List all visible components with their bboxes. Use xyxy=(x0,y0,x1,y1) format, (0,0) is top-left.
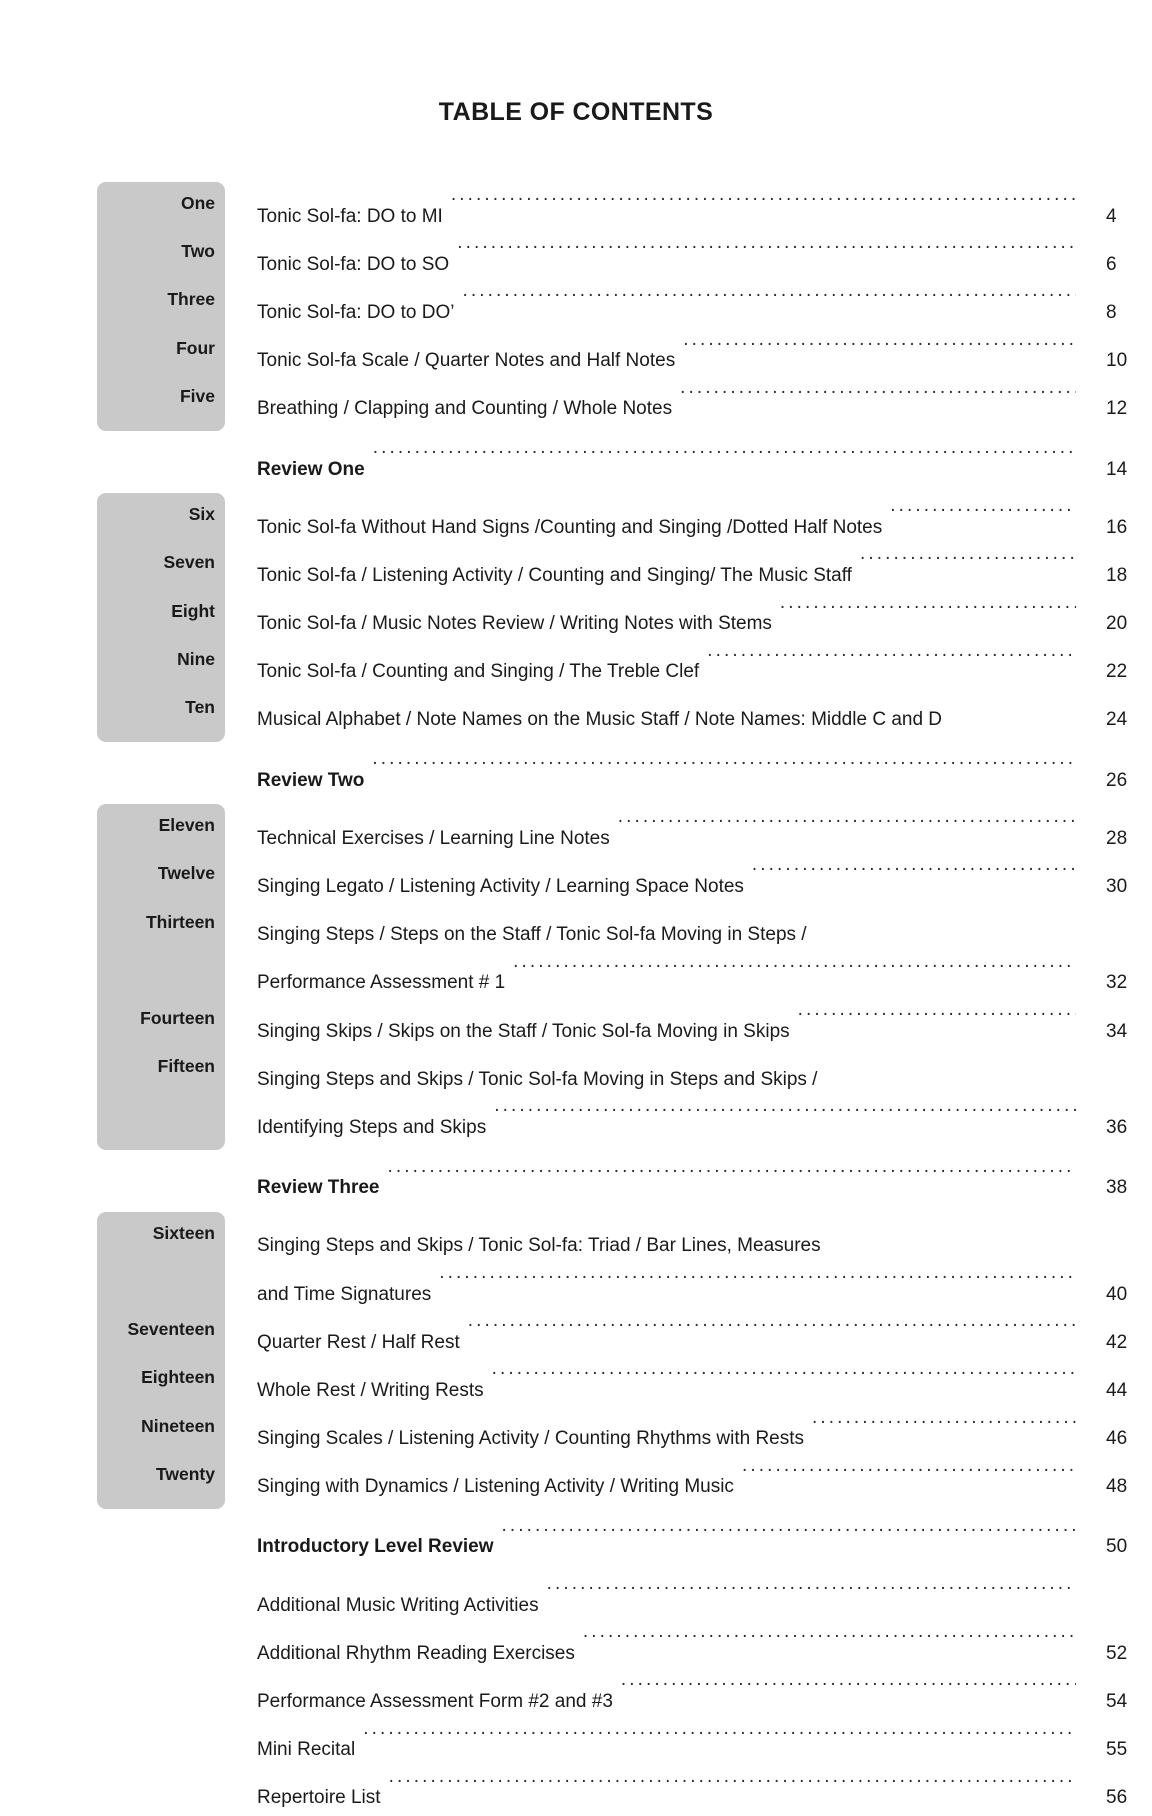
entry-title: Singing Steps and Skips / Tonic Sol-fa Moving in Steps and Skips / xyxy=(257,1068,818,1090)
page-number: 20 xyxy=(1106,613,1128,635)
leader-dots xyxy=(457,234,1076,270)
entry-title: Tonic Sol-fa: DO to SO xyxy=(257,253,450,275)
entry-title: Performance Assessment Form #2 and #3 xyxy=(257,1691,613,1713)
leader-dots xyxy=(798,1001,1076,1037)
toc-section-section-four xyxy=(0,1216,1152,1505)
toc-row[interactable] xyxy=(0,856,1152,904)
page-number: 26 xyxy=(1106,769,1128,791)
entry-title: Introductory Level Review xyxy=(257,1536,494,1558)
leader-dots xyxy=(468,1312,1076,1348)
entry-title: Singing Steps / Steps on the Staff / Tonic Sol-fa Moving in Steps / xyxy=(257,924,807,946)
section-spacer xyxy=(0,427,1152,439)
entry-line xyxy=(257,1517,1152,1565)
page-number: 30 xyxy=(1106,876,1128,898)
entry-title: Tonic Sol-fa Scale / Quarter Notes and Half Notes xyxy=(257,350,676,372)
entry-line xyxy=(257,1264,1152,1312)
entry-cell xyxy=(225,1049,1152,1145)
leader-dots xyxy=(780,594,1076,630)
leader-dots xyxy=(825,1049,1076,1085)
leader-dots xyxy=(494,1097,1076,1133)
entry-cell xyxy=(225,1001,1152,1049)
entry-title: Review Three xyxy=(257,1177,380,1199)
leader-dots xyxy=(451,186,1076,222)
toc-row[interactable] xyxy=(0,439,1152,487)
unit-label: Twelve xyxy=(157,863,215,884)
toc-row[interactable] xyxy=(0,497,1152,545)
entry-line xyxy=(257,750,1152,798)
leader-dots xyxy=(618,808,1076,844)
entry-title: Performance Assessment # 1 xyxy=(257,972,506,994)
entry-title: Whole Rest / Writing Rests xyxy=(257,1379,484,1401)
entry-line xyxy=(257,439,1152,487)
unit-label: Fourteen xyxy=(140,1008,215,1028)
leader-dots xyxy=(439,1264,1076,1300)
toc-row[interactable] xyxy=(0,594,1152,642)
toc-section-section-two xyxy=(0,497,1152,738)
entry-cell xyxy=(225,1768,1152,1816)
unit-label: Seven xyxy=(163,552,215,573)
section-spacer xyxy=(0,1146,1152,1158)
entry-cell xyxy=(225,690,1152,738)
entry-cell xyxy=(225,1158,1152,1206)
page-number: 54 xyxy=(1106,1691,1128,1713)
entry-title: Repertoire List xyxy=(257,1787,381,1809)
leader-dots xyxy=(680,379,1076,415)
entry-line xyxy=(257,642,1152,690)
leader-dots xyxy=(683,331,1076,367)
toc-row[interactable] xyxy=(0,331,1152,379)
toc-row[interactable] xyxy=(0,1768,1152,1816)
unit-label: Eight xyxy=(171,600,215,621)
toc-row[interactable] xyxy=(0,808,1152,856)
unit-label: Five xyxy=(179,385,215,406)
leader-dots xyxy=(513,953,1076,989)
toc-row[interactable] xyxy=(0,1001,1152,1049)
page-number: 36 xyxy=(1106,1116,1128,1138)
leader-dots xyxy=(890,497,1076,533)
entry-title: Tonic Sol-fa / Listening Activity / Counting and Singing/ The Music Staff xyxy=(257,564,852,586)
leader-dots xyxy=(707,642,1076,678)
leader-dots xyxy=(860,545,1076,581)
toc-row[interactable] xyxy=(0,186,1152,234)
toc-row[interactable] xyxy=(0,1517,1152,1565)
toc-row[interactable] xyxy=(0,1720,1152,1768)
unit-label: Nineteen xyxy=(141,1415,215,1436)
entry-cell xyxy=(225,1360,1152,1408)
toc-row[interactable] xyxy=(0,690,1152,738)
leader-dots xyxy=(752,856,1076,892)
entry-cell xyxy=(225,856,1152,904)
entry-line xyxy=(257,1457,1152,1505)
page-number: 50 xyxy=(1106,1536,1128,1558)
entry-cell xyxy=(225,1671,1152,1719)
entry-cell xyxy=(225,1409,1152,1457)
entry-title: Tonic Sol-fa / Counting and Singing / The Treble Clef xyxy=(257,661,700,683)
entry-title: Musical Alphabet / Note Names on the Music Staff / Note Names: Middle C and D xyxy=(257,709,943,731)
page-number: 8 xyxy=(1106,301,1117,323)
leader-dots xyxy=(492,1360,1076,1396)
entry-title: Tonic Sol-fa / Music Notes Review / Writing Notes with Stems xyxy=(257,613,772,635)
page-number: 34 xyxy=(1106,1020,1128,1042)
unit-label: Nine xyxy=(177,648,215,669)
toc-row[interactable] xyxy=(0,642,1152,690)
unit-label: Three xyxy=(167,289,215,310)
leader-dots xyxy=(815,905,1076,941)
leader-dots xyxy=(742,1457,1076,1493)
entry-line xyxy=(257,1671,1152,1719)
unit-label: Fifteen xyxy=(157,1056,215,1077)
page-number: 40 xyxy=(1106,1283,1128,1305)
entry-title: Tonic Sol-fa: DO to MI xyxy=(257,205,443,227)
entry-cell xyxy=(225,1312,1152,1360)
entry-line xyxy=(257,808,1152,856)
entry-line xyxy=(257,1623,1152,1671)
page-number: 28 xyxy=(1106,827,1128,849)
entry-line xyxy=(257,1720,1152,1768)
entry-line xyxy=(257,1216,1152,1264)
section-spacer xyxy=(0,1505,1152,1517)
unit-label: Thirteen xyxy=(145,911,215,932)
entry-title: Singing Steps and Skips / Tonic Sol-fa: Triad / Bar Lines, Measures xyxy=(257,1235,821,1257)
section-spacer xyxy=(0,487,1152,497)
toc-section-section-one xyxy=(0,186,1152,427)
toc-row[interactable] xyxy=(0,282,1152,330)
entry-title: Technical Exercises / Learning Line Notes xyxy=(257,827,610,849)
entry-cell xyxy=(225,379,1152,427)
leader-dots xyxy=(583,1623,1076,1659)
page-number: 24 xyxy=(1106,709,1128,731)
entry-cell xyxy=(225,642,1152,690)
entry-title: Singing Scales / Listening Activity / Counting Rhythms with Rests xyxy=(257,1428,805,1450)
entry-cell xyxy=(225,594,1152,642)
leader-dots xyxy=(502,1517,1076,1553)
page-number: 48 xyxy=(1106,1476,1128,1498)
entry-title: Review One xyxy=(257,458,365,480)
entry-line xyxy=(257,1097,1152,1145)
entry-cell xyxy=(225,545,1152,593)
entry-cell xyxy=(225,1216,1152,1312)
unit-label: Eighteen xyxy=(141,1367,215,1388)
entry-line xyxy=(257,379,1152,427)
page-number: 16 xyxy=(1106,516,1128,538)
toc-section-review-two xyxy=(0,750,1152,798)
entry-line xyxy=(257,1312,1152,1360)
entry-title: Tonic Sol-fa Without Hand Signs /Counting and Singing /Dotted Half Notes xyxy=(257,516,883,538)
entry-line xyxy=(257,1575,1152,1623)
entry-cell xyxy=(225,905,1152,1001)
page-number: 52 xyxy=(1106,1642,1128,1664)
entry-line xyxy=(257,1001,1152,1049)
entry-line xyxy=(257,1158,1152,1206)
toc-row[interactable] xyxy=(0,1623,1152,1671)
entry-line xyxy=(257,497,1152,545)
entry-title: Tonic Sol-fa: DO to DO’ xyxy=(257,301,455,323)
entry-title: Identifying Steps and Skips xyxy=(257,1116,487,1138)
toc-row[interactable] xyxy=(0,234,1152,282)
entry-title: Singing Legato / Listening Activity / Learning Space Notes xyxy=(257,876,744,898)
entry-cell xyxy=(225,1720,1152,1768)
entry-line xyxy=(257,1768,1152,1816)
page-number: 55 xyxy=(1106,1739,1128,1761)
entry-line xyxy=(257,856,1152,904)
unit-label: Twenty xyxy=(156,1463,215,1484)
entry-title: Quarter Rest / Half Rest xyxy=(257,1331,460,1353)
unit-label: Six xyxy=(188,504,215,525)
entry-cell xyxy=(225,1623,1152,1671)
entry-line xyxy=(257,953,1152,1001)
entry-title: Review Two xyxy=(257,769,365,791)
entry-title: and Time Signatures xyxy=(257,1283,432,1305)
entry-cell xyxy=(225,186,1152,234)
unit-label: Four xyxy=(176,337,215,358)
toc-row[interactable] xyxy=(0,1409,1152,1457)
entry-line xyxy=(257,594,1152,642)
unit-label: Sixteen xyxy=(152,1222,215,1243)
leader-dots xyxy=(812,1409,1076,1445)
page-number: 10 xyxy=(1106,350,1128,372)
section-spacer xyxy=(0,738,1152,750)
page-number: 12 xyxy=(1106,398,1128,420)
entry-line xyxy=(257,1409,1152,1457)
page-number: 32 xyxy=(1106,972,1128,994)
entry-title: Singing Skips / Skips on the Staff / Tonic Sol-fa Moving in Skips xyxy=(257,1020,790,1042)
entry-title: Breathing / Clapping and Counting / Whole Notes xyxy=(257,398,673,420)
leader-dots xyxy=(547,1575,1076,1611)
page-number: 56 xyxy=(1106,1787,1128,1809)
toc-row[interactable] xyxy=(0,1216,1152,1312)
page-number: 4 xyxy=(1106,205,1117,227)
entry-line xyxy=(257,1360,1152,1408)
leader-dots xyxy=(389,1768,1076,1804)
toc-row[interactable] xyxy=(0,1360,1152,1408)
toc-section-section-three xyxy=(0,808,1152,1145)
page-number: 6 xyxy=(1106,253,1117,275)
page-number: 44 xyxy=(1106,1379,1128,1401)
entry-cell xyxy=(225,808,1152,856)
leader-dots xyxy=(462,282,1076,318)
entry-title: Mini Recital xyxy=(257,1739,356,1761)
toc-row[interactable] xyxy=(0,1457,1152,1505)
toc-row[interactable] xyxy=(0,379,1152,427)
unit-label: Ten xyxy=(185,696,215,717)
toc-row[interactable] xyxy=(0,1671,1152,1719)
entry-line xyxy=(257,690,1152,738)
section-spacer xyxy=(0,798,1152,808)
page-number: 42 xyxy=(1106,1331,1128,1353)
entry-line xyxy=(257,331,1152,379)
page-number: 14 xyxy=(1106,458,1128,480)
entry-cell xyxy=(225,497,1152,545)
toc-row[interactable] xyxy=(0,1312,1152,1360)
toc-row[interactable] xyxy=(0,1158,1152,1206)
entry-cell xyxy=(225,1457,1152,1505)
entry-line xyxy=(257,1049,1152,1097)
leader-dots xyxy=(388,1158,1077,1194)
toc-section-review-one xyxy=(0,439,1152,487)
leader-dots xyxy=(372,750,1076,786)
toc-section-introductory-level-review xyxy=(0,1517,1152,1565)
entry-cell xyxy=(225,234,1152,282)
toc-list xyxy=(0,186,1152,1816)
toc-row[interactable] xyxy=(0,750,1152,798)
leader-dots xyxy=(621,1671,1076,1707)
page-number: 46 xyxy=(1106,1428,1128,1450)
leader-dots xyxy=(829,1216,1076,1252)
toc-section-review-three xyxy=(0,1158,1152,1206)
toc-section-back-matter xyxy=(0,1575,1152,1816)
entry-line xyxy=(257,545,1152,593)
leader-dots xyxy=(950,690,1076,726)
entry-cell xyxy=(225,331,1152,379)
toc-row[interactable] xyxy=(0,905,1152,1001)
entry-cell xyxy=(225,1575,1152,1623)
entry-title: Additional Music Writing Activities xyxy=(257,1594,539,1616)
page-number: 22 xyxy=(1106,661,1128,683)
unit-label: Two xyxy=(181,241,215,262)
entry-line xyxy=(257,905,1152,953)
unit-label: One xyxy=(180,193,215,213)
page-title: TABLE OF CONTENTS xyxy=(438,98,714,126)
toc-row[interactable] xyxy=(0,1575,1152,1623)
entry-cell xyxy=(225,1517,1152,1565)
entry-title: Additional Rhythm Reading Exercises xyxy=(257,1642,575,1664)
entry-cell xyxy=(225,439,1152,487)
section-spacer xyxy=(0,1206,1152,1216)
entry-line xyxy=(257,282,1152,330)
leader-dots xyxy=(363,1720,1076,1756)
entry-title: Singing with Dynamics / Listening Activity / Writing Music xyxy=(257,1476,734,1498)
entry-cell xyxy=(225,282,1152,330)
section-spacer xyxy=(0,1565,1152,1575)
toc-row[interactable] xyxy=(0,1049,1152,1145)
page-number: 38 xyxy=(1106,1177,1128,1199)
page-number: 18 xyxy=(1106,564,1128,586)
unit-label: Seventeen xyxy=(127,1319,215,1340)
entry-line xyxy=(257,186,1152,234)
leader-dots xyxy=(373,439,1076,475)
entry-line xyxy=(257,234,1152,282)
toc-row[interactable] xyxy=(0,545,1152,593)
unit-label: Eleven xyxy=(158,815,215,836)
entry-cell xyxy=(225,750,1152,798)
